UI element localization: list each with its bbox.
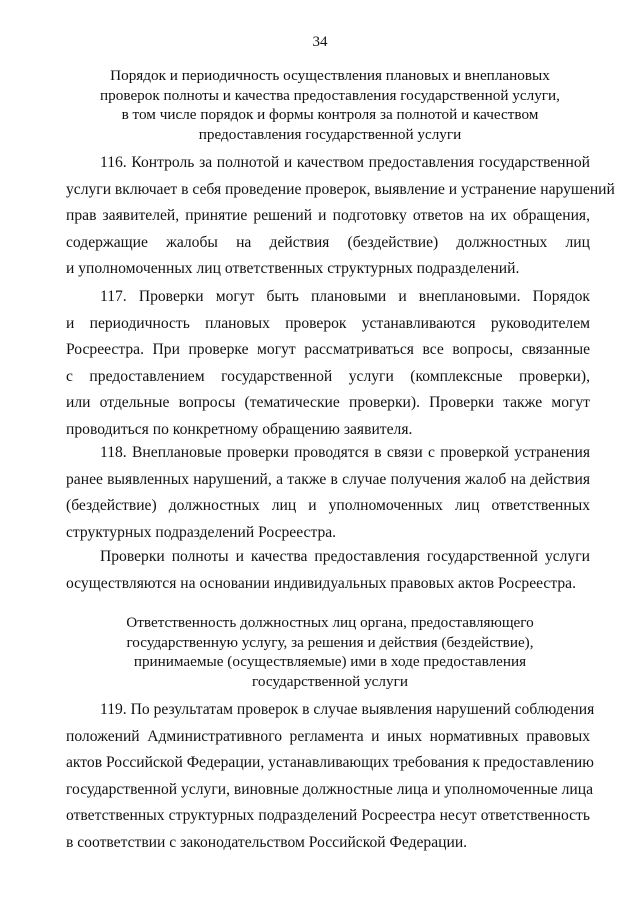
paragraph-line: и уполномоченных лиц ответственных структурных подразделений. bbox=[66, 260, 520, 278]
paragraph-line: 118. Внеплановые проверки проводятся в связи с проверкой устранения bbox=[100, 444, 590, 461]
section-heading-control-procedure bbox=[60, 66, 600, 144]
paragraph-line: осуществляются на основании индивидуальных правовых актов Росреестра. bbox=[66, 574, 576, 592]
paragraph-line: актов Российской Федерации, устанавливающих требования к предоставлению bbox=[66, 754, 594, 772]
paragraph-line: 117. Проверки могут быть плановыми и внеплановыми. Порядок bbox=[100, 288, 590, 305]
paragraph-line: государственной услуги, виновные должностные лица и уполномоченные лица bbox=[66, 780, 594, 798]
section-heading-officials-responsibility bbox=[60, 613, 600, 691]
paragraph-line: структурных подразделений Росреестра. bbox=[66, 523, 337, 541]
heading-line: предоставления государственной услуги bbox=[198, 125, 462, 143]
page-number: 34 bbox=[312, 34, 328, 50]
heading-line: принимаемые (осуществляемые) ими в ходе предоставления bbox=[133, 653, 527, 670]
heading-line: проверок полноты и качества предоставления государственной услуги, bbox=[100, 86, 560, 104]
paragraph-line: положений Административного регламента и иных нормативных правовых bbox=[66, 727, 590, 745]
heading-line: государственной услуги bbox=[252, 672, 408, 690]
heading-line: Ответственность должностных лиц органа, предоставляющего bbox=[126, 614, 534, 631]
paragraph-line: Проверки полноты и качества предоставления государственной услуги bbox=[100, 548, 590, 565]
paragraph-line: 116. Контроль за полнотой и качеством предоставления государственной bbox=[100, 154, 590, 171]
paragraph-line: (бездействие) должностных лиц и уполномоченных лиц ответственных bbox=[66, 497, 590, 515]
paragraph-line: 119. По результатам проверок в случае выявления нарушений соблюдения bbox=[100, 701, 595, 718]
heading-line: Порядок и периодичность осуществления плановых и внеплановых bbox=[110, 67, 550, 84]
paragraph-119 bbox=[66, 697, 595, 857]
paragraph-acts-basis bbox=[66, 544, 590, 597]
paragraph-line: и периодичность плановых проверок устанавливаются руководителем bbox=[66, 314, 590, 332]
paragraph-line: услуги включает в себя проведение проверок, выявление и устранение нарушений bbox=[66, 180, 615, 198]
paragraph-116 bbox=[66, 150, 615, 283]
paragraph-line: прав заявителей, принятие решений и подготовку ответов на их обращения, bbox=[66, 207, 590, 225]
paragraph-line: Росреестра. При проверке могут рассматриваться все вопросы, связанные bbox=[66, 341, 590, 359]
paragraph-line: ранее выявленных нарушений, а также в случае получения жалоб на действия bbox=[66, 470, 590, 488]
paragraph-line: проводиться по конкретному обращению заявителя. bbox=[66, 420, 413, 438]
paragraph-line: содержащие жалобы на действия (бездействие) должностных лиц bbox=[66, 233, 590, 251]
paragraph-117 bbox=[66, 284, 590, 444]
heading-line: государственную услугу, за решения и действия (бездействие), bbox=[126, 633, 534, 651]
paragraph-line: или отдельные вопросы (тематические проверки). Проверки также могут bbox=[66, 394, 590, 412]
paragraph-line: с предоставлением государственной услуги (комплексные проверки), bbox=[66, 367, 590, 385]
heading-line: в том числе порядок и формы контроля за полнотой и качеством bbox=[121, 106, 539, 123]
paragraph-line: в соответствии с законодательством Российской Федерации. bbox=[66, 833, 468, 851]
paragraph-118 bbox=[66, 440, 590, 546]
paragraph-line: ответственных структурных подразделений Росреестра несут ответственность bbox=[66, 807, 590, 825]
